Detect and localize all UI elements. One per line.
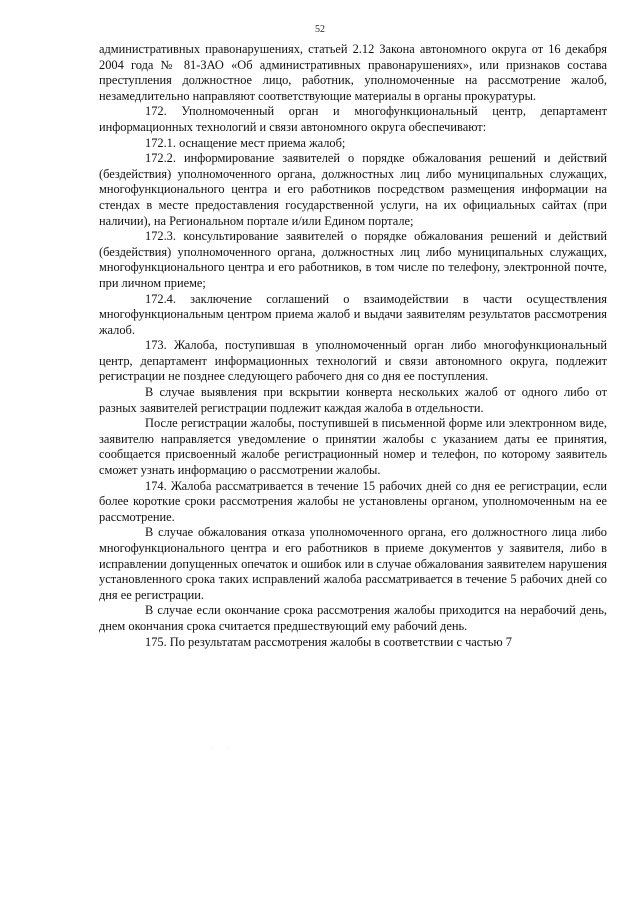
paragraph-172: 172. Уполномоченный орган и многофункциональный центр, департамент информационных технологий и связи автономного округа обеспечивают: bbox=[99, 104, 607, 134]
document-body bbox=[99, 42, 607, 650]
paragraph-172-3: 172.3. консультирование заявителей о порядке обжалования решений и действий (бездействия) уполномоченного органа, должностных лиц либо муниципальных служащих, многофункционального центра и его работников, в том числе по телефону, электронной почте, при личном приеме; bbox=[99, 229, 607, 290]
scan-speck: · bbox=[212, 746, 214, 752]
page-number: 52 bbox=[315, 24, 325, 35]
paragraph-173-envelope: В случае выявления при вскрытии конверта нескольких жалоб от одного либо от разных заявителей регистрации подлежит каждая жалоба в отдельности. bbox=[99, 385, 607, 415]
paragraph-continuation: административных правонарушениях, статьей 2.12 Закона автономного округа от 16 декабря 2004 года № 81-ЗАО «Об административных правонарушениях», или признаков состава преступления должностное лицо, работник, уполномоченные на рассмотрение жалоб, незамедлительно направляют соответствующие материалы в органы прокуратуры. bbox=[99, 42, 607, 103]
paragraph-173-notification: После регистрации жалобы, поступившей в письменной форме или электронном виде, заявителю направляется уведомление о принятии жалобы с указанием даты ее принятия, сообщается присвоенный жалобе регистрационный номер и телефон, по которому заявитель сможет узнать информацию о рассмотрении жалобы. bbox=[99, 416, 607, 478]
paragraph-175: 175. По результатам рассмотрения жалобы в соответствии с частью 7 bbox=[145, 634, 512, 649]
paragraph-172-4: 172.4. заключение соглашений о взаимодействии в части осуществления многофункциональным центром приема жалоб и выдачи заявителям результатов рассмотрения жалоб. bbox=[99, 291, 607, 337]
paragraph-174-refusal: В случае обжалования отказа уполномоченного органа, его должностного лица либо многофункционального центра и его работников в приеме документов у заявителя, либо в исправлении допущенных опечаток и ошибок или в случае обжалования заявителем нарушения установленного срока таких исправлений жалоба рассматривается в течение 5 рабочих дней со дня ее регистрации. bbox=[99, 525, 607, 602]
paragraph-174-nonworking-day: В случае если окончание срока рассмотрения жалобы приходится на нерабочий день, днем окончания срока считается предшествующий ему рабочий день. bbox=[99, 603, 607, 633]
paragraph-172-2: 172.2. информирование заявителей о порядке обжалования решений и действий (бездействия) уполномоченного органа, должностных лиц либо муниципальных служащих, многофункционального центра и его работников посредством размещения информации на стендах в месте предоставления государственной услуги, на их официальных сайтах (при наличии), на Региональном портале и/или Едином портале; bbox=[99, 151, 607, 228]
scan-speck: · bbox=[228, 746, 230, 752]
paragraph-172-1: 172.1. оснащение мест приема жалоб; bbox=[145, 135, 346, 150]
paragraph-173: 173. Жалоба, поступившая в уполномоченный орган либо многофункциональный центр, департамент информационных технологий и связи автономного округа, подлежит регистрации не позднее следующего рабочего дня со дня ее поступления. bbox=[99, 338, 607, 384]
paragraph-174: 174. Жалоба рассматривается в течение 15 рабочих дней со дня ее регистрации, если более короткие сроки рассмотрения жалобы не установлены органом, уполномоченным на ее рассмотрение. bbox=[99, 478, 607, 524]
